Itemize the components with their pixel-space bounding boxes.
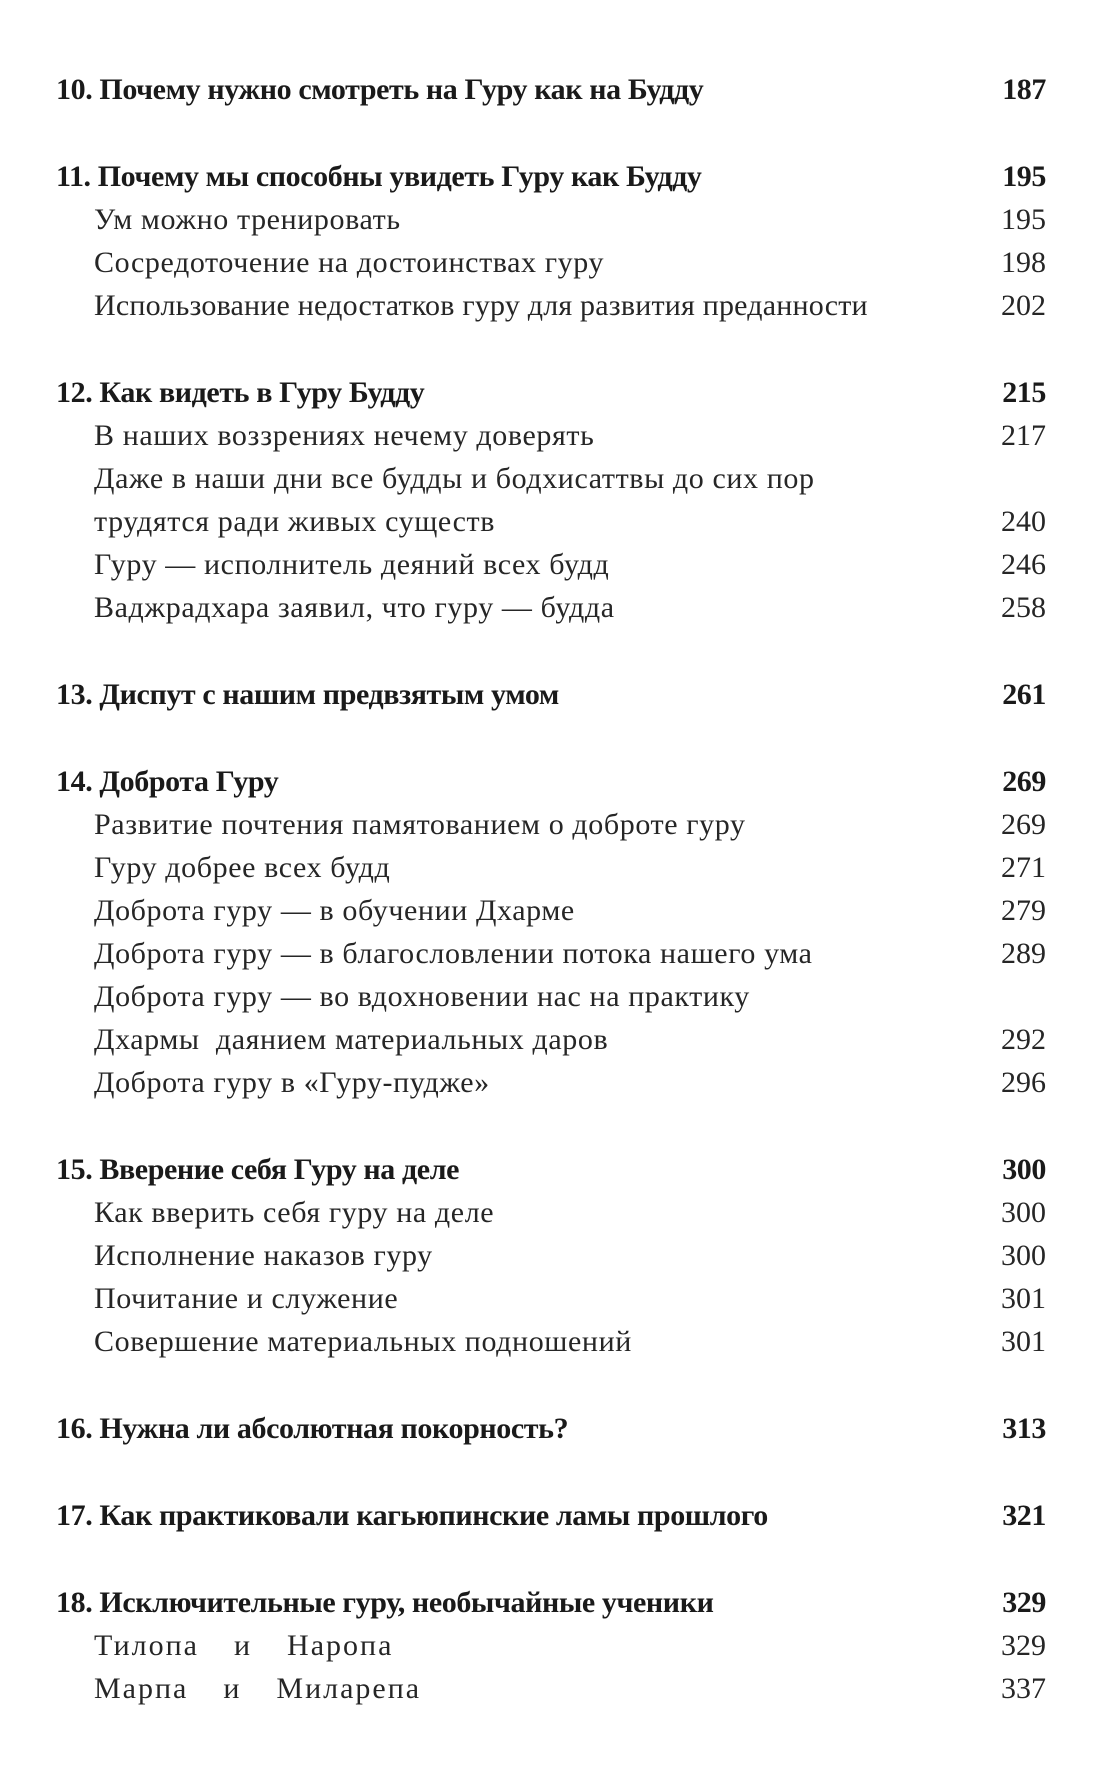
section-page-number: 269 [1001,808,1046,841]
chapter-page-number: 187 [1002,73,1046,106]
section-title: Доброта гуру — во вдохновении нас на практику [94,980,750,1013]
section-title: Гуру — исполнитель деяний всех будд [94,548,610,581]
chapter-heading[interactable] [56,760,1046,803]
section-title: Совершение материальных подношений [94,1325,632,1358]
section-page-number: 198 [1001,246,1046,279]
chapter-heading[interactable] [56,371,1046,414]
section-entry[interactable] [56,457,1046,500]
toc-chapter-13 [56,673,1046,716]
chapter-heading[interactable] [56,1494,1046,1537]
toc-chapter-17 [56,1494,1046,1537]
section-page-number: 337 [1001,1672,1046,1705]
section-entry[interactable] [56,803,1046,846]
toc-chapter-18 [56,1581,1046,1710]
section-entry[interactable] [56,1624,1046,1667]
chapter-page-number: 300 [1002,1153,1046,1186]
chapter-title: 17. Как практиковали кагьюпинские ламы прошлого [56,1499,768,1532]
chapter-page-number: 313 [1002,1412,1046,1445]
chapter-heading[interactable] [56,1407,1046,1450]
section-page-number: 217 [1001,419,1046,452]
section-page-number: 301 [1001,1325,1046,1358]
section-entry[interactable] [56,1320,1046,1363]
section-entry-continuation[interactable] [56,500,1046,543]
chapter-page-number: 261 [1002,678,1046,711]
section-title: Как вверить себя гуру на деле [94,1196,495,1229]
section-entry[interactable] [56,543,1046,586]
section-entry[interactable] [56,1234,1046,1277]
section-entry[interactable] [56,932,1046,975]
section-entry[interactable] [56,198,1046,241]
section-title: Сосредоточение на достоинствах гуру [94,246,605,279]
section-title: Почитание и служение [94,1282,399,1315]
toc-chapter-11 [56,155,1046,327]
chapter-heading[interactable] [56,1148,1046,1191]
section-title: Использование недостатков гуру для развития преданности [94,289,868,322]
section-page-number: 240 [1001,505,1046,538]
section-title: Гуру добрее всех будд [94,851,391,884]
section-page-number: 271 [1001,851,1046,884]
section-entry[interactable] [56,1277,1046,1320]
chapter-page-number: 329 [1002,1586,1046,1619]
toc-chapter-15 [56,1148,1046,1363]
toc-chapter-10 [56,68,1046,111]
chapter-page-number: 195 [1002,160,1046,193]
section-page-number: 329 [1001,1629,1046,1662]
section-entry[interactable] [56,1191,1046,1234]
section-page-number: 202 [1001,289,1046,322]
chapter-title: 16. Нужна ли абсолютная покорность? [56,1412,569,1445]
chapter-title: 12. Как видеть в Гуру Будду [56,376,425,409]
toc-chapter-14 [56,760,1046,1104]
toc-chapter-16 [56,1407,1046,1450]
section-title: Дхармы даянием материальных даров [94,1023,609,1056]
section-entry[interactable] [56,414,1046,457]
section-page-number: 195 [1001,203,1046,236]
section-entry[interactable] [56,1667,1046,1710]
chapter-page-number: 215 [1002,376,1046,409]
section-page-number: 289 [1001,937,1046,970]
chapter-page-number: 321 [1002,1499,1046,1532]
section-page-number: 296 [1001,1066,1046,1099]
section-page-number: 300 [1001,1196,1046,1229]
chapter-heading[interactable] [56,673,1046,716]
chapter-title: 18. Исключительные гуру, необычайные ученики [56,1586,714,1619]
section-title: Доброта гуру в «Гуру-пудже» [94,1066,490,1099]
chapter-title: 11. Почему мы способны увидеть Гуру как Будду [56,160,702,193]
table-of-contents [56,68,1046,1710]
section-page-number: 279 [1001,894,1046,927]
section-entry[interactable] [56,846,1046,889]
section-title: Ум можно тренировать [94,203,401,236]
section-title: Доброта гуру — в благословлении потока нашего ума [94,937,813,970]
section-page-number: 292 [1001,1023,1046,1056]
section-page-number: 246 [1001,548,1046,581]
chapter-heading[interactable] [56,155,1046,198]
section-page-number: 301 [1001,1282,1046,1315]
section-entry[interactable] [56,586,1046,629]
chapter-title: 10. Почему нужно смотреть на Гуру как на Будду [56,73,704,106]
section-title: В наших воззрениях нечему доверять [94,419,595,452]
section-title: Ваджрадхара заявил, что гуру — будда [94,591,615,624]
chapter-heading[interactable] [56,1581,1046,1624]
chapter-title: 13. Диспут с нашим предвзятым умом [56,678,559,711]
chapter-title: 15. Вверение себя Гуру на деле [56,1153,460,1186]
section-entry[interactable] [56,975,1046,1018]
chapter-page-number: 269 [1002,765,1046,798]
section-title: Развитие почтения памятованием о доброте гуру [94,808,746,841]
section-page-number: 258 [1001,591,1046,624]
section-entry-continuation[interactable] [56,1018,1046,1061]
section-title: Доброта гуру — в обучении Дхарме [94,894,575,927]
section-page-number: 300 [1001,1239,1046,1272]
chapter-heading[interactable] [56,68,1046,111]
section-entry[interactable] [56,1061,1046,1104]
section-entry[interactable] [56,889,1046,932]
section-title: Даже в наши дни все будды и бодхисаттвы до сих пор [94,462,815,495]
chapter-title: 14. Доброта Гуру [56,765,279,798]
section-title: Тилопа и Наропа [94,1629,394,1662]
toc-chapter-12 [56,371,1046,629]
section-entry[interactable] [56,241,1046,284]
section-title: Марпа и Миларепа [94,1672,422,1705]
section-title: трудятся ради живых существ [94,505,495,538]
section-title: Исполнение наказов гуру [94,1239,433,1272]
section-entry[interactable] [56,284,1046,327]
